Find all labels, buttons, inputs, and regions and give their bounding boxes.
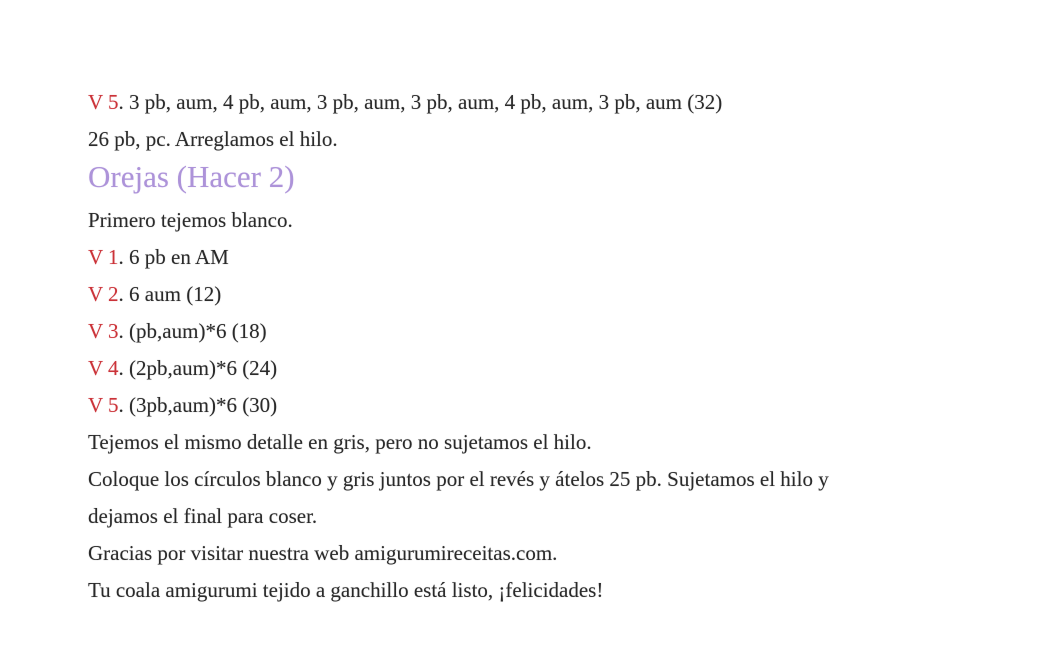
pattern-line: [88, 202, 1016, 239]
row-text: . (2pb,aum)*6 (24): [118, 356, 278, 380]
row-text: Coloque los círculos blanco y gris juntos por el revés y átelos 25 pb. Sujetamos el hilo y: [88, 467, 829, 491]
pattern-line: [88, 424, 1016, 461]
row-text: . 6 aum (12): [118, 282, 222, 306]
pattern-line: [88, 239, 1016, 276]
pattern-line: [88, 387, 1016, 424]
pattern-line: [88, 121, 1016, 158]
pattern-line: [88, 313, 1016, 350]
row-label: V 4: [88, 356, 119, 380]
section-heading: Orejas (Hacer 2): [88, 159, 295, 194]
pattern-line: [88, 535, 1016, 572]
row-text: . 3 pb, aum, 4 pb, aum, 3 pb, aum, 3 pb, aum, 4 pb, aum, 3 pb, aum (32): [118, 90, 723, 114]
pattern-line: [88, 84, 1016, 121]
pattern-line: [88, 350, 1016, 387]
row-text: . (3pb,aum)*6 (30): [118, 393, 278, 417]
row-text: . (pb,aum)*6 (18): [118, 319, 267, 343]
row-text: Primero tejemos blanco.: [88, 208, 293, 232]
pattern-line: [88, 461, 1016, 498]
row-label: V 5: [88, 90, 119, 114]
pattern-line: [88, 498, 1016, 535]
row-text: . 6 pb en AM: [118, 245, 229, 269]
row-text: Tejemos el mismo detalle en gris, pero no sujetamos el hilo.: [88, 430, 592, 454]
pattern-line: [88, 572, 1016, 609]
document-page: [88, 84, 1016, 609]
row-label: V 3: [88, 319, 119, 343]
row-text: Tu coala amigurumi tejido a ganchillo está listo, ¡felicidades!: [88, 578, 604, 602]
row-label: V 2: [88, 282, 119, 306]
row-label: V 5: [88, 393, 119, 417]
row-text: 26 pb, pc. Arreglamos el hilo.: [88, 127, 338, 151]
row-text: Gracias por visitar nuestra web amigurumireceitas.com.: [88, 541, 558, 565]
row-label: V 1: [88, 245, 119, 269]
row-text: dejamos el final para coser.: [88, 504, 318, 528]
pattern-line: [88, 276, 1016, 313]
